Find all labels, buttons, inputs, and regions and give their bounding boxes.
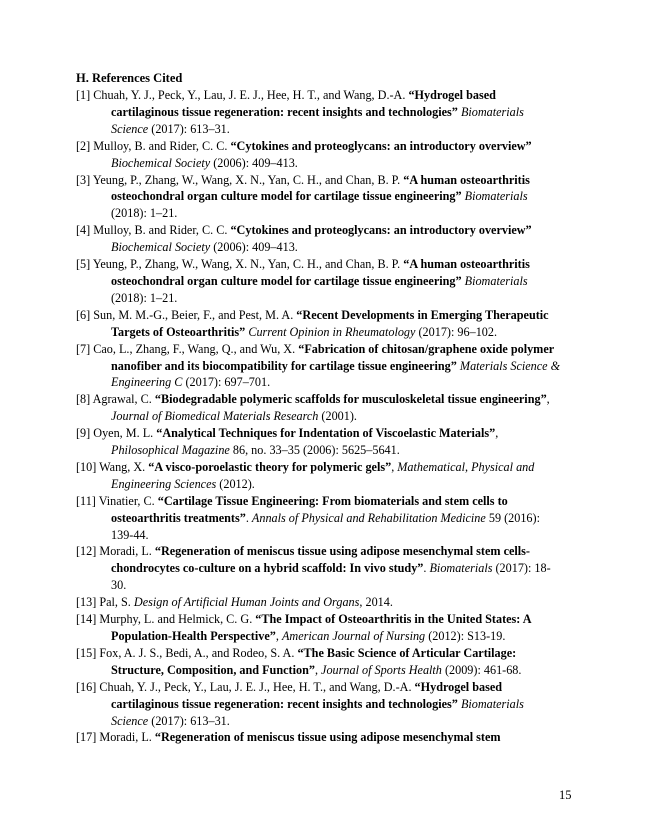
reference-authors: Pal, S.	[99, 595, 134, 610]
reference-number: [3]	[76, 172, 93, 187]
reference-number: [12]	[76, 544, 100, 559]
reference-title: “The Basic Science of Articular Cartilage: Structure, Composition, and Function”	[111, 645, 517, 677]
reference-authors: Moradi, L.	[99, 730, 155, 745]
reference-details: (2006): 409–413.	[210, 240, 298, 255]
reference-number: [10]	[76, 459, 100, 474]
reference-authors: Mulloy, B. and Rider, C. C.	[93, 138, 231, 153]
reference-source: Biomaterials	[464, 273, 528, 288]
reference-number: [16]	[76, 679, 100, 694]
references-list	[76, 87, 564, 746]
reference-separator: ,	[275, 629, 282, 643]
reference-title: “Analytical Techniques for Indentation of Viscoelastic Materials”	[156, 426, 496, 441]
reference-number: [4]	[76, 223, 94, 238]
reference-item	[76, 594, 564, 611]
reference-separator: ,	[314, 662, 322, 677]
reference-details: (2017): 18-30.	[111, 561, 551, 593]
reference-title: “Fabrication of chitosan/graphene oxide polymer nanofiber and its biocompatibility for cartilage tissue engineering”	[111, 341, 554, 373]
reference-details: (2006): 409–413.	[210, 155, 298, 170]
reference-number: [15]	[76, 645, 100, 660]
reference-authors: Cao, L., Zhang, F., Wang, Q., and Wu, X.	[93, 341, 299, 356]
reference-separator: .	[245, 510, 252, 525]
reference-number: [14]	[76, 612, 100, 627]
reference-item	[76, 172, 564, 223]
reference-number: [7]	[76, 341, 94, 356]
reference-details: (2017): 613–31.	[148, 713, 230, 728]
reference-title: “Biodegradable polymeric scaffolds for musculoskeletal tissue engineering”	[154, 392, 547, 407]
reference-details: 59 (2016): 139-44.	[111, 510, 540, 542]
reference-title: “Hydrogel based cartilaginous tissue regeneration: recent insights and technologies”	[111, 679, 503, 711]
reference-authors: Oyen, M. L.	[93, 426, 157, 441]
reference-item	[76, 543, 564, 594]
reference-title: “Hydrogel based cartilaginous tissue regeneration: recent insights and technologies”	[111, 88, 496, 119]
reference-item	[76, 425, 564, 459]
reference-source: Biochemical Society	[111, 240, 211, 255]
reference-authors: Vinatier, C.	[98, 493, 158, 508]
reference-source: Biomaterials Science	[111, 696, 524, 728]
reference-item	[76, 679, 564, 730]
reference-authors: Fox, A. J. S., Bedi, A., and Rodeo, S. A.	[99, 645, 298, 660]
reference-item	[76, 222, 564, 256]
reference-source: Design of Artificial Human Joints and Organs	[133, 595, 360, 610]
reference-number: [13]	[76, 595, 100, 610]
reference-number: [5]	[76, 257, 93, 272]
reference-title: “Regeneration of meniscus tissue using adipose mesenchymal stem	[154, 730, 501, 745]
reference-authors: Yeung, P., Zhang, W., Wang, X. N., Yan, C. H., and Chan, B. P.	[92, 257, 404, 272]
reference-source: Journal of Sports Health	[321, 662, 442, 677]
reference-details: (2017): 697–701.	[182, 375, 271, 390]
reference-details: (2012): S13-19.	[425, 629, 506, 643]
reference-source: Biomaterials	[464, 189, 528, 204]
reference-details: , 2014.	[359, 595, 393, 610]
reference-number: [17]	[76, 730, 100, 745]
reference-title: “Recent Developments in Emerging Therapeutic Targets of Osteoarthritis”	[111, 307, 549, 339]
reference-authors: Chuah, Y. J., Peck, Y., Lau, J. E. J., Hee, H. T., and Wang, D.-A.	[93, 88, 409, 102]
reference-item	[76, 87, 564, 138]
reference-title: “Cytokines and proteoglycans: an introductory overview”	[230, 223, 532, 238]
reference-authors: Yeung, P., Zhang, W., Wang, X. N., Yan, C. H., and Chan, B. P.	[92, 172, 404, 187]
reference-item	[76, 341, 564, 392]
reference-source: Biomaterials	[429, 561, 493, 576]
reference-source: Journal of Biomedical Materials Research	[111, 409, 319, 424]
reference-authors: Murphy, L. and Helmick, C. G.	[99, 612, 256, 627]
reference-item	[76, 459, 564, 493]
reference-item	[76, 729, 564, 746]
reference-details: (2001).	[318, 409, 357, 424]
reference-source: American Journal of Nursing	[281, 629, 426, 643]
reference-source: Biochemical Society	[111, 155, 211, 170]
reference-item	[76, 391, 564, 425]
reference-title: “A human osteoarthritis osteochondral organ culture model for cartilage tissue engineering”	[111, 257, 530, 288]
reference-item	[76, 256, 564, 307]
section-heading: H. References Cited	[76, 71, 183, 85]
reference-separator: .	[423, 561, 430, 576]
reference-source: Philosophical Magazine	[111, 443, 230, 458]
reference-authors: Chuah, Y. J., Peck, Y., Lau, J. E. J., Hee, H. T., and Wang, D.-A.	[99, 679, 415, 694]
reference-authors: Moradi, L.	[99, 544, 155, 559]
page-number: 15	[559, 788, 572, 802]
reference-source: Biomaterials Science	[111, 104, 524, 136]
reference-item	[76, 493, 564, 544]
reference-details: (2009): 461-68.	[441, 662, 522, 677]
reference-title: “Cartilage Tissue Engineering: From biomaterials and stem cells to osteoarthritis treatments”	[111, 493, 508, 525]
reference-item	[76, 645, 564, 679]
reference-title: “A human osteoarthritis osteochondral organ culture model for cartilage tissue engineering”	[111, 172, 530, 204]
reference-details: 86, no. 33–35 (2006): 5625–5641.	[229, 443, 400, 458]
reference-source: Annals of Physical and Rehabilitation Medicine	[251, 510, 486, 525]
reference-title: “A visco-poroelastic theory for polymeric gels”	[148, 459, 392, 474]
reference-number: [1]	[76, 88, 94, 102]
reference-details: (2018): 1–21.	[111, 206, 178, 221]
reference-title: “Regeneration of meniscus tissue using adipose mesenchymal stem cells-chondrocytes co-culture on a hybrid scaffold: In vivo study”	[111, 544, 530, 576]
reference-title: “The Impact of Osteoarthritis in the United States: A Population-Health Perspective”	[111, 612, 531, 643]
reference-number: [11]	[76, 493, 99, 508]
reference-details: (2012).	[216, 476, 255, 491]
reference-item	[76, 611, 564, 645]
reference-authors: Agrawal, C.	[92, 392, 155, 407]
reference-separator: ,	[495, 426, 499, 441]
reference-source: Materials Science & Engineering C	[111, 358, 561, 390]
reference-separator: ,	[546, 392, 550, 407]
reference-title: “Cytokines and proteoglycans: an introductory overview”	[230, 138, 532, 153]
reference-number: [8]	[76, 392, 93, 407]
reference-authors: Wang, X.	[99, 459, 149, 474]
reference-separator: ,	[391, 459, 398, 474]
reference-item	[76, 138, 564, 172]
reference-details: (2018): 1–21.	[111, 290, 178, 305]
reference-number: [6]	[76, 307, 94, 322]
reference-details: (2017): 613–31.	[148, 121, 230, 136]
reference-source: Mathematical, Physical and Engineering Sciences	[111, 459, 535, 491]
reference-item	[76, 307, 564, 341]
reference-authors: Mulloy, B. and Rider, C. C.	[93, 223, 231, 238]
reference-details: (2017): 96–102.	[415, 324, 498, 339]
reference-number: [2]	[76, 138, 94, 153]
reference-authors: Sun, M. M.-G., Beier, F., and Pest, M. A.	[93, 307, 297, 322]
reference-source: Current Opinion in Rheumatology	[248, 324, 416, 339]
reference-number: [9]	[76, 426, 94, 441]
